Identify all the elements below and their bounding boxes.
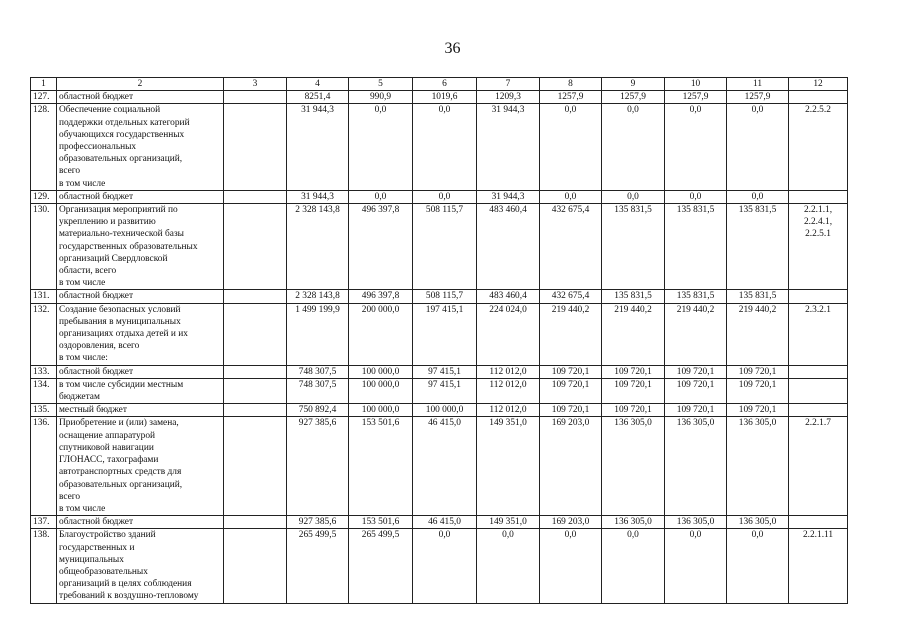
table-row [31,190,848,203]
value-cell: 2 328 143,8 [287,204,349,290]
table-row [31,516,848,529]
value-cell: 112 012,0 [477,378,540,403]
reference-line: 2.2.5.1 [805,229,831,240]
col3-cell [224,529,287,603]
row-name [57,516,224,529]
value-cell: 197 415,1 [413,303,477,365]
row-name-line: области, всего [59,266,117,277]
value-cell: 8251,4 [287,91,349,104]
reference-cell [789,516,848,529]
table-body [31,78,848,604]
value-cell: 0,0 [349,190,413,203]
reference-line: 2.2.1.11 [802,530,834,541]
value-cell: 100 000,0 [349,365,413,378]
value-cell: 0,0 [602,190,665,203]
value-cell: 2 328 143,8 [287,290,349,303]
value-cell: 100 000,0 [349,378,413,403]
row-name-line: автотранспортных средств для [59,467,182,478]
value-cell: 136 305,0 [727,516,789,529]
row-name-line: областной бюджет [59,92,134,103]
row-name-line: ГЛОНАСС, тахографами [59,455,159,466]
col3-cell [224,378,287,403]
value-cell: 46 415,0 [413,417,477,516]
table-row [31,91,848,104]
value-cell: 200 000,0 [349,303,413,365]
row-name-line: организаций Свердловской [59,253,168,264]
reference-line: 2.2.1.7 [805,418,831,429]
value-cell: 1257,9 [727,91,789,104]
row-number: 132. [31,303,57,365]
reference-cell [789,190,848,203]
row-name-line: Создание безопасных условий [59,304,181,315]
value-cell: 0,0 [413,529,477,603]
row-name-line: требований к воздушно-тепловому [59,591,199,602]
value-cell: 1257,9 [602,91,665,104]
col3-cell [224,190,287,203]
row-name [57,91,224,104]
header-cell: 3 [224,78,287,91]
reference-line: 2.2.5.2 [805,105,831,116]
row-number: 127. [31,91,57,104]
row-number: 136. [31,417,57,516]
value-cell: 265 499,5 [287,529,349,603]
value-cell: 432 675,4 [540,204,602,290]
row-name-line: поддержки отдельных категорий [59,117,190,128]
page-number: 36 [444,40,461,57]
value-cell: 0,0 [602,104,665,190]
row-number: 131. [31,290,57,303]
value-cell: 219 440,2 [665,303,727,365]
value-cell: 109 720,1 [727,378,789,403]
value-cell: 109 720,1 [602,365,665,378]
row-number: 129. [31,190,57,203]
row-number: 133. [31,365,57,378]
row-name [57,529,224,603]
value-cell: 109 720,1 [665,378,727,403]
reference-cell [789,303,848,365]
row-name-line: в том числе [59,278,106,289]
header-cell: 2 [57,78,224,91]
value-cell: 109 720,1 [665,404,727,417]
budget-table [30,77,848,604]
header-row [31,78,848,91]
value-cell: 224 024,0 [477,303,540,365]
table-row [31,378,848,403]
value-cell: 0,0 [602,529,665,603]
row-name [57,204,224,290]
value-cell: 0,0 [665,104,727,190]
value-cell: 136 305,0 [727,417,789,516]
value-cell: 0,0 [540,190,602,203]
reference-cell [789,404,848,417]
col3-cell [224,204,287,290]
value-cell: 1209,3 [477,91,540,104]
reference-cell [789,204,848,290]
reference-cell [789,290,848,303]
row-number: 134. [31,378,57,403]
row-name-line: в том числе: [59,353,108,364]
table-row [31,417,848,516]
value-cell: 153 501,6 [349,417,413,516]
value-cell: 748 307,5 [287,365,349,378]
row-name-line: Приобретение и (или) замена, [59,418,179,429]
row-name [57,190,224,203]
table-row [31,290,848,303]
value-cell: 483 460,4 [477,204,540,290]
value-cell: 0,0 [727,104,789,190]
row-name-line: материально-технической базы [59,229,184,240]
header-cell: 4 [287,78,349,91]
value-cell: 750 892,4 [287,404,349,417]
value-cell: 0,0 [727,529,789,603]
row-name-line: пребывания в муниципальных [59,316,181,327]
row-name-line: областной бюджет [59,517,134,528]
row-name-line: в том числе [59,178,106,189]
table-row [31,204,848,290]
col3-cell [224,91,287,104]
row-name [57,365,224,378]
value-cell: 496 397,8 [349,290,413,303]
value-cell: 136 305,0 [665,516,727,529]
value-cell: 109 720,1 [665,365,727,378]
value-cell: 219 440,2 [540,303,602,365]
value-cell: 432 675,4 [540,290,602,303]
value-cell: 135 831,5 [602,204,665,290]
row-name-line: бюджетам [59,392,100,403]
row-name [57,378,224,403]
value-cell: 0,0 [540,529,602,603]
value-cell: 0,0 [477,529,540,603]
value-cell: 136 305,0 [602,516,665,529]
value-cell: 149 351,0 [477,516,540,529]
row-name [57,104,224,190]
value-cell: 97 415,1 [413,365,477,378]
value-cell: 100 000,0 [413,404,477,417]
row-name-line: организаций в целях соблюдения [59,579,192,590]
row-name-line: Обеспечение социальной [59,105,161,116]
col3-cell [224,303,287,365]
row-name-line: в том числе [59,503,106,514]
table-row [31,303,848,365]
header-cell: 8 [540,78,602,91]
row-number: 138. [31,529,57,603]
row-name-line: местный бюджет [59,405,127,416]
table-row [31,365,848,378]
value-cell: 219 440,2 [602,303,665,365]
value-cell: 990,9 [349,91,413,104]
reference-cell [789,529,848,603]
value-cell: 0,0 [727,190,789,203]
row-name-line: образовательных организаций, [59,479,183,490]
col3-cell [224,516,287,529]
row-name-line: государственных образовательных [59,241,198,252]
value-cell: 927 385,6 [287,516,349,529]
reference-line: 2.3.2.1 [805,304,831,315]
value-cell: 1257,9 [540,91,602,104]
header-cell: 6 [413,78,477,91]
reference-cell [789,378,848,403]
value-cell: 149 351,0 [477,417,540,516]
col3-cell [224,404,287,417]
value-cell: 0,0 [413,190,477,203]
col3-cell [224,290,287,303]
row-name-line: спутниковой навигации [59,442,154,453]
value-cell: 0,0 [665,529,727,603]
value-cell: 112 012,0 [477,365,540,378]
value-cell: 153 501,6 [349,516,413,529]
value-cell: 748 307,5 [287,378,349,403]
value-cell: 135 831,5 [727,204,789,290]
value-cell: 0,0 [349,104,413,190]
value-cell: 109 720,1 [602,404,665,417]
value-cell: 1257,9 [665,91,727,104]
row-name-line: профессиональных [59,142,137,153]
value-cell: 0,0 [665,190,727,203]
value-cell: 169 203,0 [540,516,602,529]
value-cell: 1 499 199,9 [287,303,349,365]
value-cell: 109 720,1 [727,404,789,417]
value-cell: 1019,6 [413,91,477,104]
value-cell: 46 415,0 [413,516,477,529]
row-name [57,303,224,365]
row-name-line: Организация мероприятий по [59,205,178,216]
reference-cell [789,365,848,378]
value-cell: 135 831,5 [602,290,665,303]
value-cell: 109 720,1 [540,378,602,403]
row-number: 137. [31,516,57,529]
value-cell: 483 460,4 [477,290,540,303]
header-cell: 7 [477,78,540,91]
table-row [31,404,848,417]
row-name-line: обучающихся государственных [59,129,185,140]
row-name-line: областной бюджет [59,366,134,377]
header-cell: 12 [789,78,848,91]
reference-cell [789,417,848,516]
col3-cell [224,417,287,516]
value-cell: 109 720,1 [602,378,665,403]
col3-cell [224,365,287,378]
row-name-line: оснащение аппаратурой [59,430,156,441]
value-cell: 136 305,0 [602,417,665,516]
row-name [57,404,224,417]
value-cell: 31 944,3 [477,190,540,203]
value-cell: 927 385,6 [287,417,349,516]
header-cell: 10 [665,78,727,91]
value-cell: 109 720,1 [727,365,789,378]
row-name-line: государственных и [59,542,135,553]
row-name [57,417,224,516]
table-row [31,529,848,603]
row-name-line: всего [59,491,81,502]
value-cell: 496 397,8 [349,204,413,290]
col3-cell [224,104,287,190]
header-cell: 5 [349,78,413,91]
value-cell: 0,0 [540,104,602,190]
value-cell: 265 499,5 [349,529,413,603]
row-name-line: всего [59,166,81,177]
row-name-line: оздоровления, всего [59,341,140,352]
row-name-line: муниципальных [59,554,124,565]
header-cell: 1 [31,78,57,91]
value-cell: 31 944,3 [287,190,349,203]
header-cell: 11 [727,78,789,91]
row-name-line: укреплению и развитию [59,217,156,228]
row-name [57,290,224,303]
value-cell: 169 203,0 [540,417,602,516]
value-cell: 112 012,0 [477,404,540,417]
value-cell: 100 000,0 [349,404,413,417]
reference-cell [789,91,848,104]
value-cell: 0,0 [413,104,477,190]
row-number: 128. [31,104,57,190]
row-name-line: Благоустройство зданий [59,530,156,541]
row-name-line: общеобразовательных [59,566,148,577]
row-name-line: образовательных организаций, [59,154,183,165]
value-cell: 97 415,1 [413,378,477,403]
reference-line: 2.2.1.1, 2.2.4.1, [803,205,833,228]
value-cell: 508 115,7 [413,290,477,303]
value-cell: 31 944,3 [477,104,540,190]
row-number: 130. [31,204,57,290]
value-cell: 135 831,5 [665,204,727,290]
value-cell: 109 720,1 [540,365,602,378]
row-name-line: в том числе субсидии местным [59,379,184,390]
value-cell: 219 440,2 [727,303,789,365]
row-number: 135. [31,404,57,417]
value-cell: 135 831,5 [665,290,727,303]
row-name-line: организациях отдыха детей и их [59,329,188,340]
row-name-line: областной бюджет [59,291,134,302]
value-cell: 109 720,1 [540,404,602,417]
header-cell: 9 [602,78,665,91]
value-cell: 31 944,3 [287,104,349,190]
value-cell: 136 305,0 [665,417,727,516]
reference-cell [789,104,848,190]
table-row [31,104,848,190]
row-name-line: областной бюджет [59,191,134,202]
value-cell: 508 115,7 [413,204,477,290]
value-cell: 135 831,5 [727,290,789,303]
